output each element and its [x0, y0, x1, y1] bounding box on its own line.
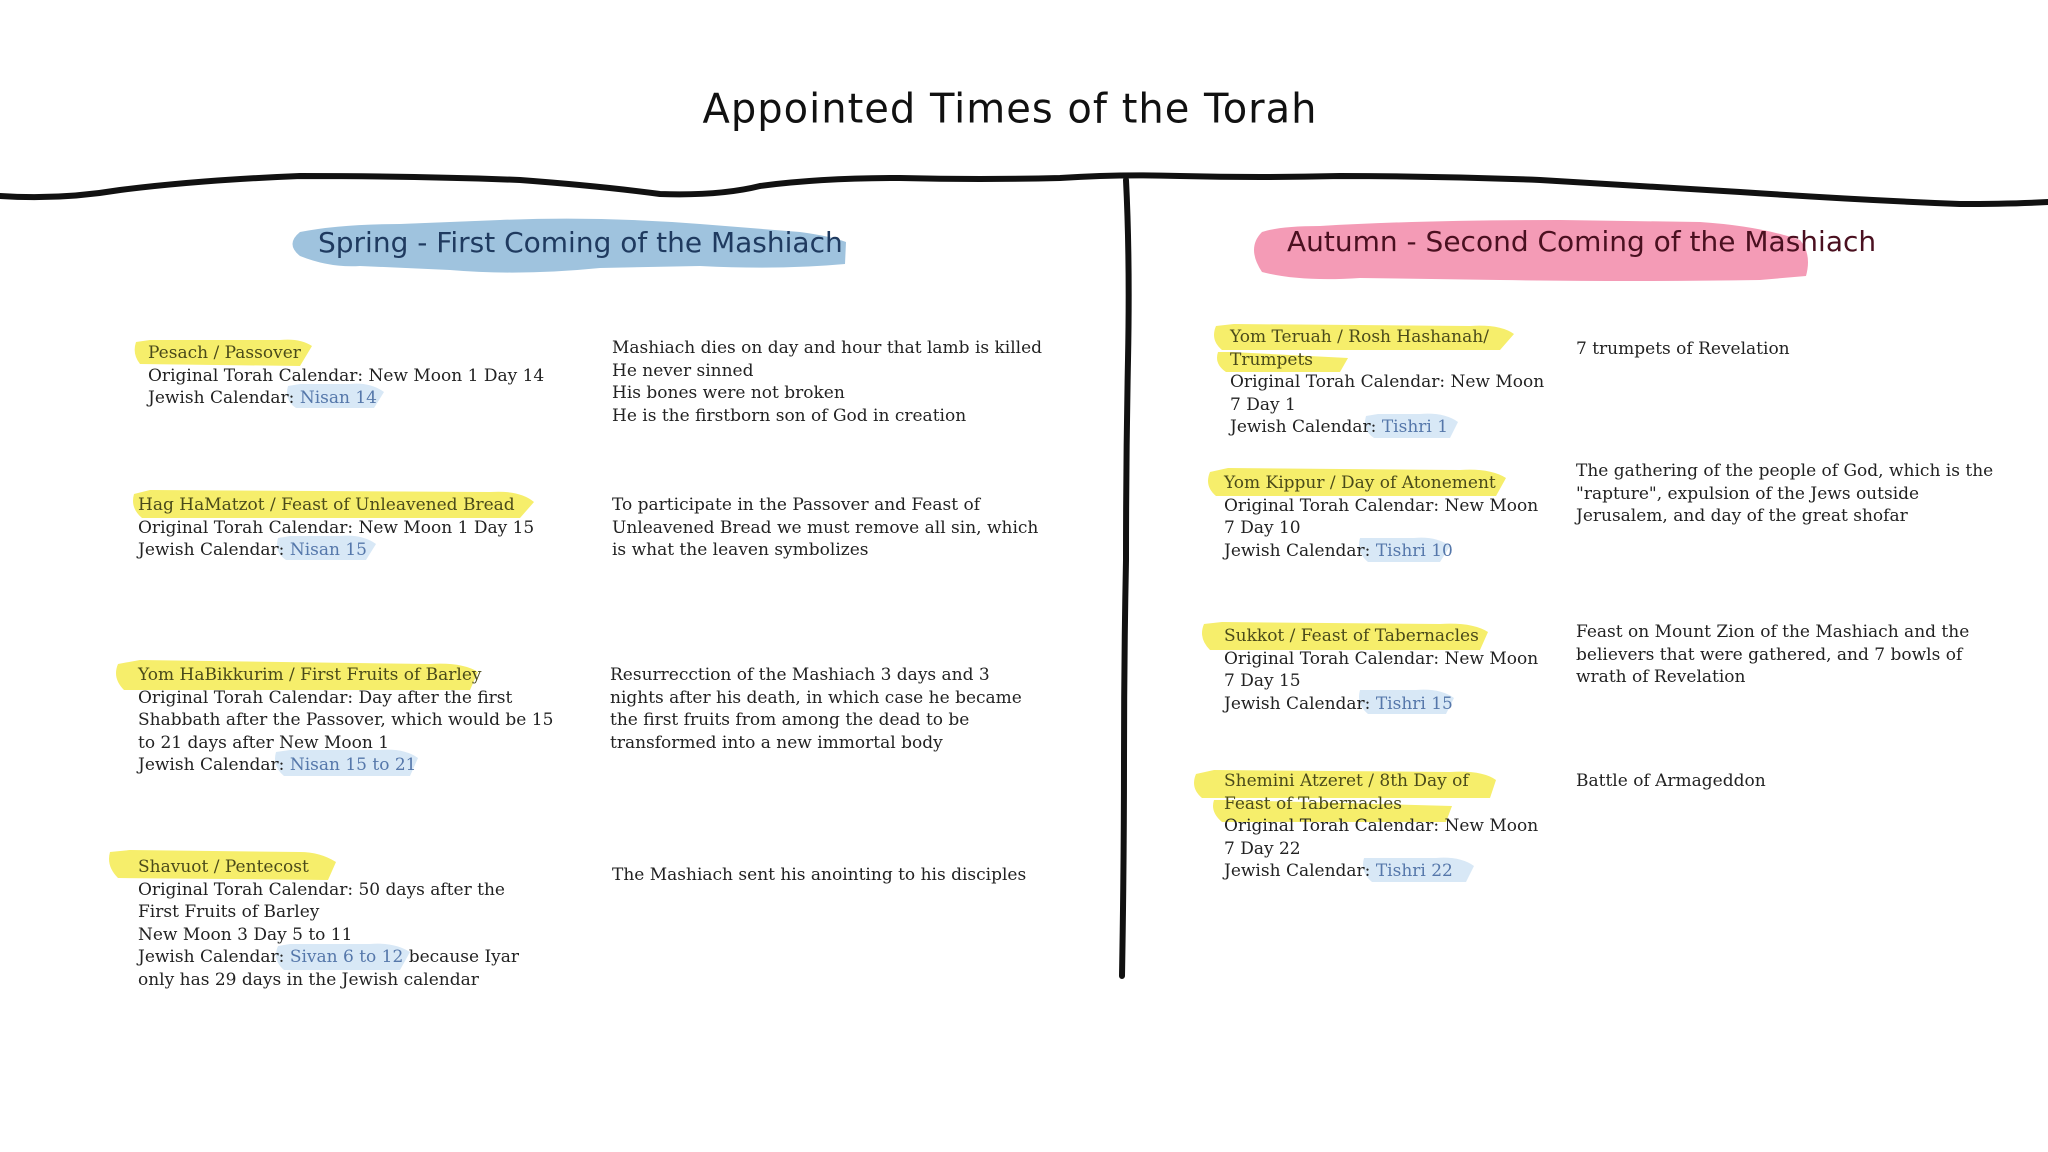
event-title: Sukkot / Feast of Tabernacles [1224, 626, 1479, 646]
jewish-calendar-value: Sivan 6 to 12 [289, 947, 404, 967]
original-calendar: Original Torah Calendar: New Moon 1 Day 15 [138, 517, 535, 538]
event-pesach [148, 342, 544, 410]
page-title: Appointed Times of the Torah [702, 85, 1318, 133]
note-line: is what the leaven symbolizes [612, 540, 869, 560]
notes-bikkurim [610, 664, 1022, 754]
note-line: the first fruits from among the dead to be [610, 710, 970, 730]
event-sukkot [1224, 625, 1538, 715]
jewish-calendar-note: only has 29 days in the Jewish calendar [138, 969, 479, 990]
event-title: Feast of Tabernacles [1224, 793, 1403, 814]
note-line: Battle of Armageddon [1576, 771, 1766, 791]
original-calendar-line: Original Torah Calendar: New Moon [1224, 648, 1539, 669]
original-calendar-line: Original Torah Calendar: 50 days after the [138, 879, 505, 900]
event-title: Shavuot / Pentecost [138, 857, 309, 877]
note-line: Resurrecction of the Mashiach 3 days and 3 [610, 665, 990, 685]
original-calendar-line: Shabbath after the Passover, which would be 15 [138, 710, 554, 730]
original-calendar-line: Original Torah Calendar: Day after the first [138, 687, 513, 708]
note-line: The gathering of the people of God, which is the [1576, 461, 1994, 481]
vertical-divider [1122, 180, 1129, 976]
notes-sukkot [1576, 621, 1969, 689]
event-kippur [1224, 472, 1538, 562]
jewish-calendar-value: Nisan 14 [299, 388, 377, 408]
notes-matzot [612, 494, 1038, 562]
note-line: "rapture", expulsion of the Jews outside [1576, 483, 1920, 504]
jewish-calendar: Jewish Calendar: Nisan 15 [138, 540, 367, 560]
event-title: Pesach / Passover [148, 343, 301, 363]
jewish-calendar-value: Tishri 15 [1375, 693, 1453, 714]
jewish-calendar: Jewish Calendar: Nisan 15 to 21 [138, 755, 417, 775]
autumn-header: Autumn - Second Coming of the Mashiach [1287, 225, 1877, 258]
original-calendar-line: 7 Day 22 [1224, 838, 1301, 859]
note-line: Unleavened Bread we must remove all sin, which [612, 517, 1039, 538]
note-line: He never sinned [612, 360, 754, 381]
event-title: Yom HaBikkurim / First Fruits of Barley [138, 665, 482, 685]
note-line: Feast on Mount Zion of the Mashiach and the [1576, 622, 1970, 642]
event-shavuot [138, 856, 519, 991]
jewish-calendar: Jewish Calendar: Sivan 6 to 12 because Iyar [138, 947, 520, 967]
jewish-calendar: Jewish Calendar: Nisan 14 [148, 388, 377, 408]
event-title: Shemini Atzeret / 8th Day of [1224, 771, 1469, 791]
jewish-calendar-value: Tishri 10 [1375, 540, 1453, 561]
event-shemini [1224, 770, 1538, 883]
notes-kippur [1576, 460, 1993, 528]
original-calendar-line: 7 Day 10 [1224, 518, 1301, 538]
original-calendar-line: Original Torah Calendar: New Moon [1224, 495, 1539, 516]
original-calendar-line: 7 Day 1 [1230, 394, 1296, 415]
jewish-calendar-value: Tishri 22 [1375, 861, 1453, 881]
note-line: His bones were not broken [612, 383, 845, 403]
original-calendar-line: Original Torah Calendar: New Moon [1224, 816, 1539, 836]
note-line: To participate in the Passover and Feast of [612, 495, 980, 515]
notes-shemini [1576, 770, 1766, 793]
event-title: Yom Kippur / Day of Atonement [1224, 473, 1496, 493]
note-line: transformed into a new immortal body [610, 732, 943, 753]
jewish-calendar: Jewish Calendar: Tishri 22 [1224, 861, 1453, 881]
jewish-calendar-value: Tishri 1 [1381, 417, 1449, 437]
note-line: Mashiach dies on day and hour that lamb is killed [612, 338, 1043, 358]
event-matzot [138, 494, 534, 562]
original-calendar-line: Original Torah Calendar: New Moon [1230, 372, 1545, 392]
note-line: He is the firstborn son of God in creation [612, 405, 967, 426]
notes-pesach [612, 337, 1042, 427]
original-calendar-line: First Fruits of Barley [138, 902, 320, 922]
jewish-calendar: Jewish Calendar: Tishri 15 [1224, 693, 1453, 714]
note-line: nights after his death, in which case he became [610, 687, 1022, 708]
jewish-calendar: Jewish Calendar: Tishri 10 [1224, 540, 1453, 561]
note-line: Jerusalem, and day of the great shofar [1576, 506, 1908, 526]
note-line: believers that were gathered, and 7 bowls of [1576, 644, 1963, 665]
event-bikkurim [138, 664, 553, 777]
event-title: Hag HaMatzot / Feast of Unleavened Bread [138, 495, 515, 515]
jewish-calendar: Jewish Calendar: Tishri 1 [1230, 417, 1449, 437]
original-calendar: Original Torah Calendar: New Moon 1 Day 14 [148, 365, 545, 386]
jewish-calendar-value: Nisan 15 to 21 [289, 755, 417, 775]
spring-header: Spring - First Coming of the Mashiach [318, 226, 843, 259]
original-calendar-line: 7 Day 15 [1224, 671, 1301, 691]
horizontal-divider [0, 175, 2048, 204]
note-line: The Mashiach sent his anointing to his disciples [612, 865, 1027, 885]
event-title: Yom Teruah / Rosh Hashanah/ [1230, 327, 1489, 347]
original-calendar-line: to 21 days after New Moon 1 [138, 732, 390, 753]
note-line: 7 trumpets of Revelation [1576, 339, 1790, 359]
original-calendar-line: New Moon 3 Day 5 to 11 [138, 924, 353, 945]
notes-shavuot [612, 864, 1026, 887]
notes-teruah [1576, 338, 1790, 361]
event-title: Trumpets [1230, 349, 1314, 370]
note-line: wrath of Revelation [1576, 667, 1746, 687]
event-teruah [1230, 326, 1544, 439]
jewish-calendar-value: Nisan 15 [289, 540, 367, 560]
